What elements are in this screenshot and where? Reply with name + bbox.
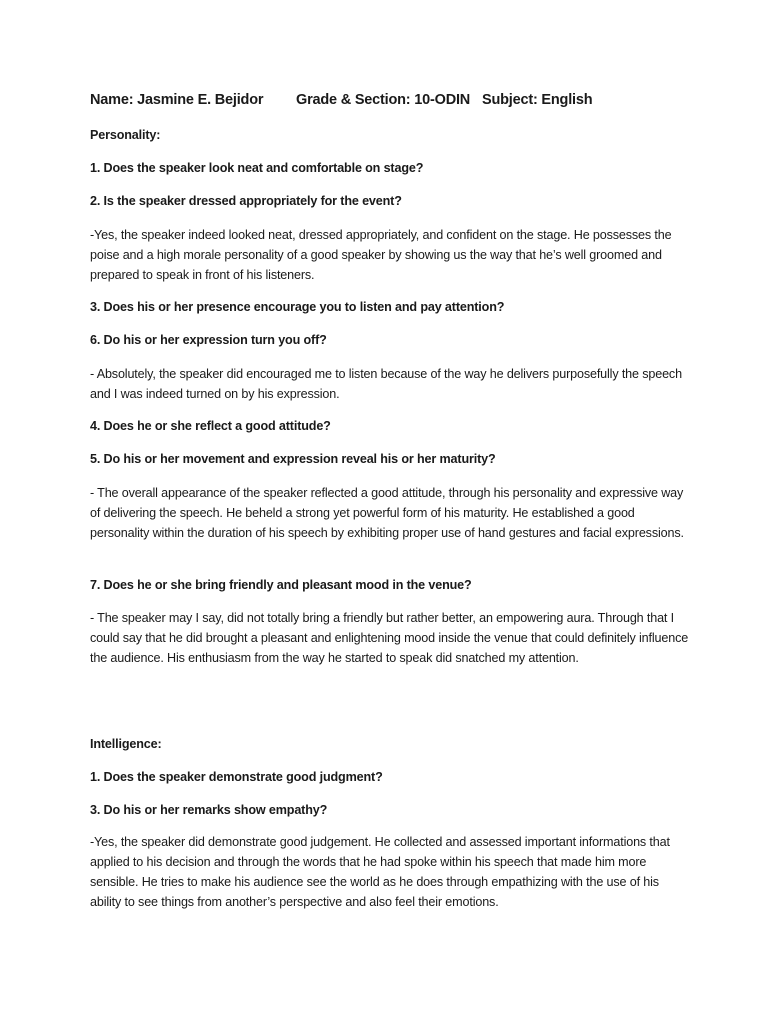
personality-question-2: 2. Is the speaker dressed appropriately for the event? [90, 194, 402, 208]
personality-question-5: 5. Do his or her movement and expression reveal his or her maturity? [90, 452, 496, 466]
subject: Subject: English [482, 92, 593, 108]
personality-question-1: 1. Does the speaker look neat and comfortable on stage? [90, 161, 424, 175]
personality-answer-4: - The speaker may I say, did not totally bring a friendly but rather better, an empowering aura. Through that I could say that he did brought a pleasant and enlightening mood inside the venue that could definitely influence the audience. His enthusiasm from the way he started to speak did snatched my attention. [90, 611, 689, 665]
section-heading-intelligence: Intelligence: [90, 737, 162, 751]
document-header [90, 92, 710, 114]
personality-answer-2: - Absolutely, the speaker did encouraged me to listen because of the way he delivers purposefully the speech and I was indeed turned on by his expression. [90, 367, 682, 401]
personality-answer-3: - The overall appearance of the speaker reflected a good attitude, through his personality and expressive way of delivering the speech. He beheld a strong yet powerful form of his maturity. He established a good personality within the duration of his speech by exhibiting proper use of hand gestures and facial expressions. [90, 486, 684, 540]
personality-question-4: 4. Does he or she reflect a good attitude? [90, 419, 331, 433]
section-heading-personality: Personality: [90, 128, 161, 142]
personality-question-3: 3. Does his or her presence encourage you to listen and pay attention? [90, 300, 505, 314]
personality-question-7: 7. Does he or she bring friendly and pleasant mood in the venue? [90, 578, 472, 592]
grade-section: Grade & Section: 10-ODIN [296, 92, 471, 108]
personality-question-6: 6. Do his or her expression turn you off? [90, 333, 327, 347]
student-name: Name: Jasmine E. Bejidor [90, 92, 264, 108]
intelligence-question-3: 3. Do his or her remarks show empathy? [90, 803, 328, 817]
intelligence-answer-1: -Yes, the speaker did demonstrate good judgement. He collected and assessed important informations that applied to his decision and through the words that he had spoke within his speech that made him more sensible. He tries to make his audience see the world as he does through empathizing with the use of his ability to see things from another’s perspective and also feel their emotions. [90, 835, 670, 909]
intelligence-question-1: 1. Does the speaker demonstrate good judgment? [90, 770, 383, 784]
personality-answer-1: -Yes, the speaker indeed looked neat, dressed appropriately, and confident on the stage. He possesses the poise and a high morale personality of a good speaker by showing us the way that he’s well groomed and prepared to speak in front of his listeners. [90, 228, 672, 282]
